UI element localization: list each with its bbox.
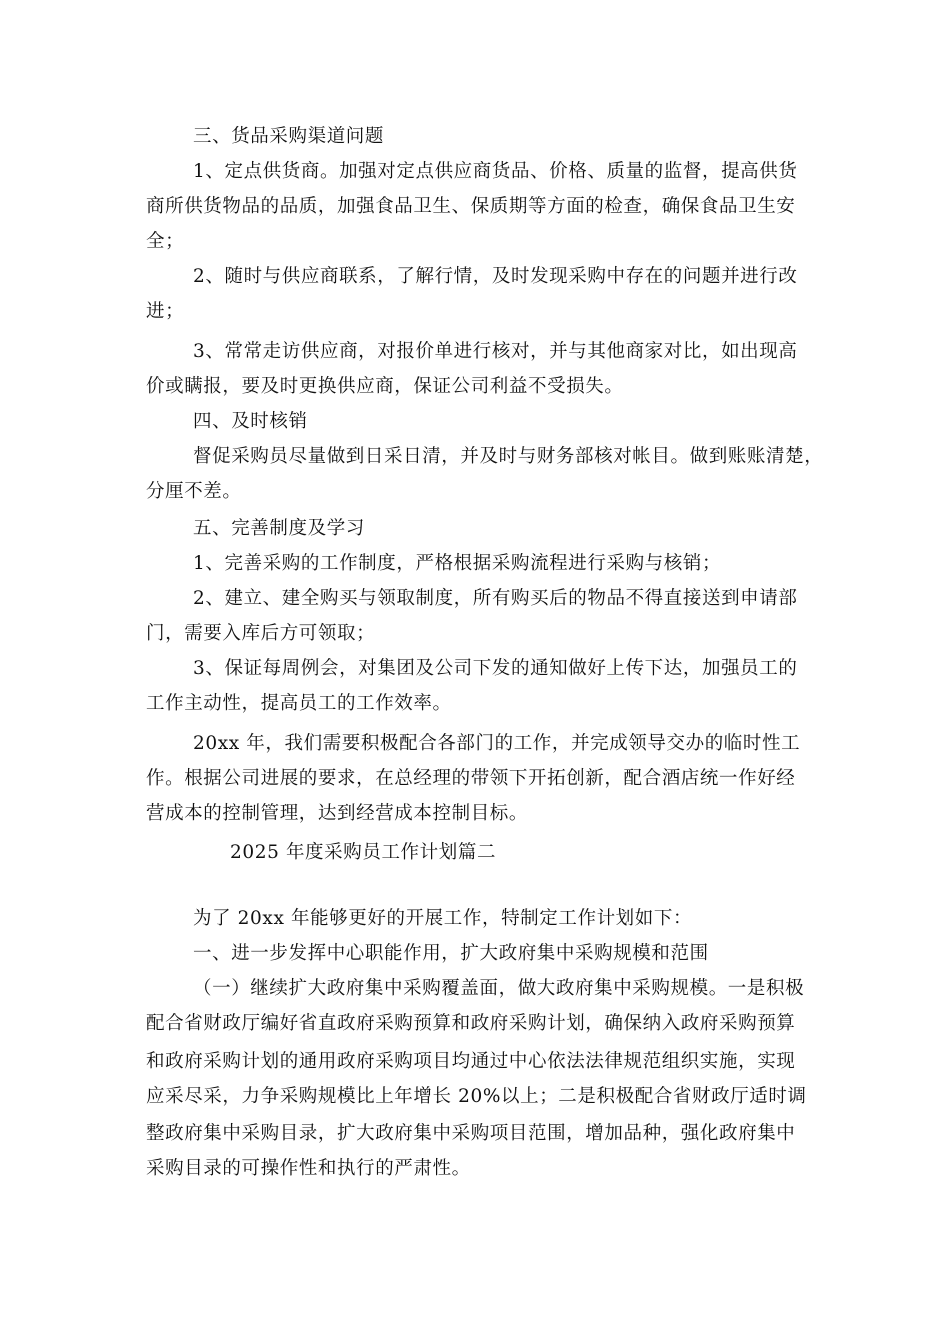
- paragraph-line: 2、建立、建全购买与领取制度，所有购买后的物品不得直接送到申请部: [193, 588, 798, 609]
- paragraph-line: 全；: [146, 231, 185, 252]
- chapter-title: 2025 年度采购员工作计划篇二: [230, 842, 497, 863]
- paragraph-line: 商所供货物品的品质，加强食品卫生、保质期等方面的检查，确保食品卫生安: [146, 196, 796, 217]
- paragraph-line: （一）继续扩大政府集中采购覆盖面，做大政府集中采购规模。一是积极: [193, 978, 805, 999]
- section-heading: 三、货品采购渠道问题: [193, 126, 385, 147]
- paragraph-line: 整政府集中采购目录，扩大政府集中采购项目范围，增加品种，强化政府集中: [146, 1123, 796, 1144]
- paragraph-line: 配合省财政厅编好省直政府采购预算和政府采购计划，确保纳入政府采购预算: [146, 1013, 796, 1034]
- paragraph-line: 20xx 年，我们需要积极配合各部门的工作，并完成领导交办的临时性工: [193, 733, 801, 754]
- paragraph-line: 2、随时与供应商联系，了解行情，及时发现采购中存在的问题并进行改: [193, 266, 798, 287]
- paragraph-line: 督促采购员尽量做到日采日清，并及时与财务部核对帐目。做到账账清楚，: [193, 446, 824, 467]
- paragraph-line: 采购目录的可操作性和执行的严肃性。: [146, 1158, 471, 1179]
- paragraph-line: 工作主动性，提高员工的工作效率。: [146, 693, 452, 714]
- paragraph-line: 1、定点供货商。加强对定点供应商货品、价格、质量的监督，提高供货: [193, 161, 798, 182]
- paragraph-line: 作。根据公司进展的要求，在总经理的带领下开拓创新，配合酒店统一作好经: [146, 768, 796, 789]
- paragraph-line: 营成本的控制管理，达到经营成本控制目标。: [146, 803, 529, 824]
- paragraph-line: 分厘不差。: [146, 481, 242, 502]
- paragraph-line: 和政府采购计划的通用政府采购项目均通过中心依法法律规范组织实施，实现: [146, 1051, 796, 1072]
- paragraph-line: 3、常常走访供应商，对报价单进行核对，并与其他商家对比，如出现高: [193, 341, 798, 362]
- paragraph-line: 门，需要入库后方可领取；: [146, 623, 376, 644]
- section-heading: 五、完善制度及学习: [193, 518, 365, 539]
- section-heading: 一、进一步发挥中心职能作用，扩大政府集中采购规模和范围: [193, 943, 709, 964]
- paragraph-line: 应采尽采，力争采购规模比上年增长 20%以上；二是积极配合省财政厅适时调: [146, 1086, 807, 1107]
- paragraph-line: 为了 20xx 年能够更好的开展工作，特制定工作计划如下：: [193, 908, 693, 929]
- paragraph-line: 价或瞒报，要及时更换供应商，保证公司利益不受损失。: [146, 376, 624, 397]
- section-heading: 四、及时核销: [193, 411, 308, 432]
- paragraph-line: 3、保证每周例会，对集团及公司下发的通知做好上传下达，加强员工的: [193, 658, 798, 679]
- paragraph-line: 进；: [146, 301, 185, 322]
- paragraph-line: 1、完善采购的工作制度，严格根据采购流程进行采购与核销；: [193, 553, 722, 574]
